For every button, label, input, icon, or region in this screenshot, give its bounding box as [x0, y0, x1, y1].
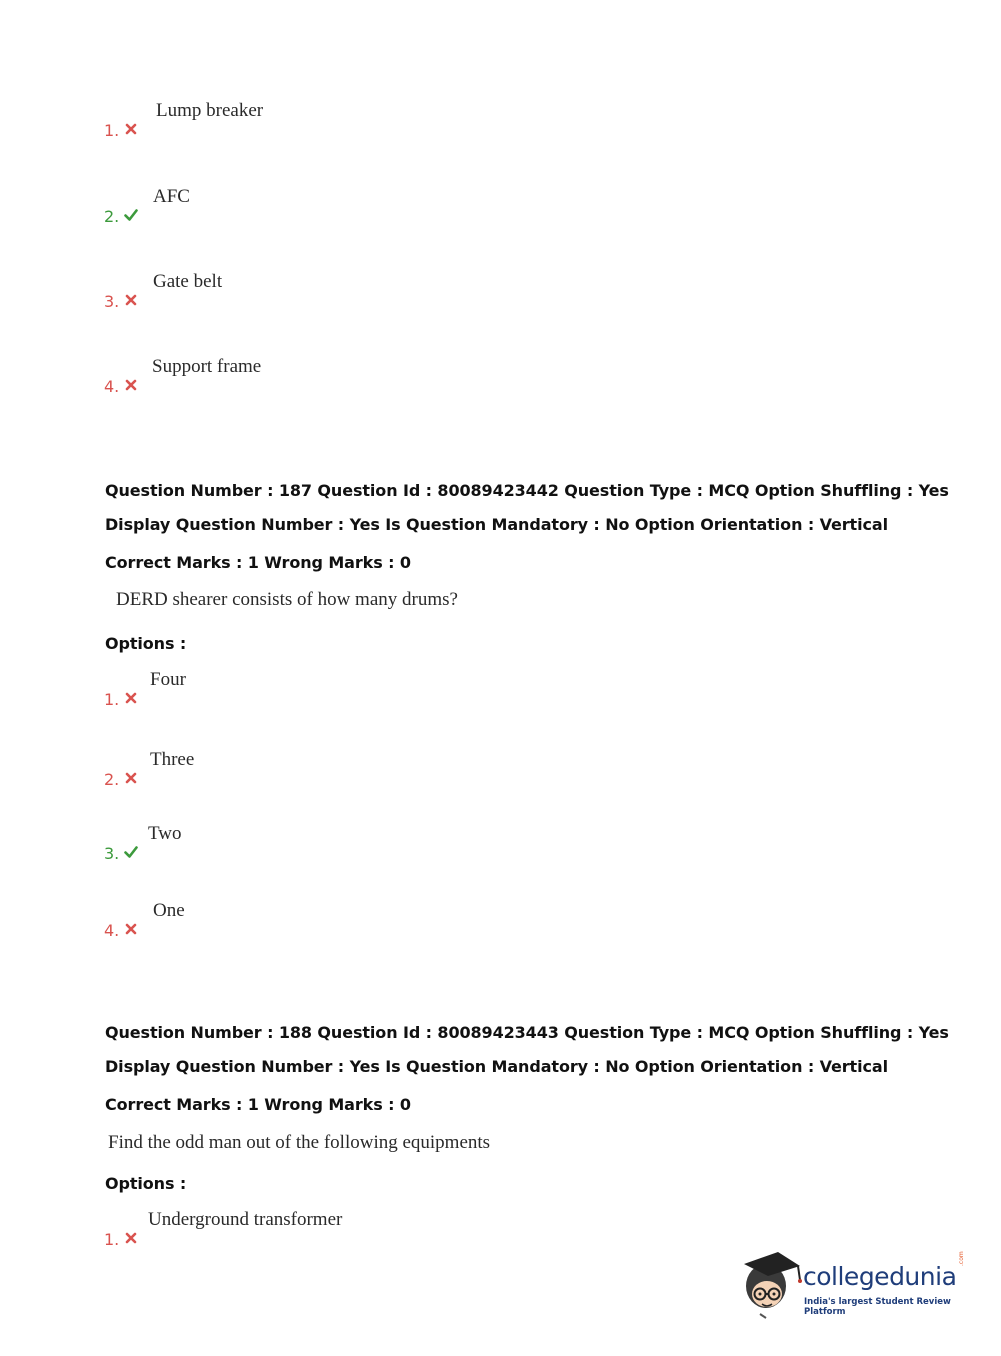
- option-number: 2.: [104, 770, 120, 789]
- question-meta-line: Display Question Number : Yes Is Question Mandatory : No Option Orientation : Vertical: [105, 515, 888, 534]
- logo-wordmark: collegedunia: [803, 1262, 957, 1291]
- correct-check-icon: [124, 845, 138, 859]
- option-number: 4.: [104, 377, 120, 396]
- option-text: Three: [150, 749, 195, 770]
- option-text: One: [153, 900, 185, 921]
- question-meta-line: Display Question Number : Yes Is Question Mandatory : No Option Orientation : Vertical: [105, 1057, 888, 1076]
- option-number: 1.: [104, 1230, 120, 1249]
- option-text: Underground transformer: [148, 1209, 343, 1230]
- question-meta-line: Question Number : 187 Question Id : 80089423442 Question Type : MCQ Option Shuffling : Yes: [105, 481, 949, 500]
- option-number: 2.: [104, 207, 120, 226]
- option-number: 4.: [104, 921, 120, 940]
- question-marks: Correct Marks : 1 Wrong Marks : 0: [105, 553, 411, 572]
- option-text: Four: [150, 669, 186, 690]
- wrong-cross-icon: [124, 922, 138, 936]
- question-text: Find the odd man out of the following equipments: [108, 1132, 491, 1153]
- question-marks: Correct Marks : 1 Wrong Marks : 0: [105, 1095, 411, 1114]
- collegedunia-logo: [742, 1248, 972, 1320]
- wrong-cross-icon: [124, 122, 138, 136]
- option-text: Lump breaker: [156, 100, 264, 121]
- correct-check-icon: [124, 208, 138, 222]
- option-text: Gate belt: [153, 271, 223, 292]
- question-meta-line: Question Number : 188 Question Id : 80089423443 Question Type : MCQ Option Shuffling : Yes: [105, 1023, 949, 1042]
- option-number: 1.: [104, 121, 120, 140]
- options-label: Options :: [105, 634, 187, 653]
- options-label: Options :: [105, 1174, 187, 1193]
- wrong-cross-icon: [124, 1231, 138, 1245]
- option-text: AFC: [153, 186, 190, 207]
- option-number: 3.: [104, 292, 120, 311]
- logo-tagline: India's largest Student Review Platform: [804, 1297, 951, 1317]
- wrong-cross-icon: [124, 293, 138, 307]
- option-text: Support frame: [152, 356, 262, 377]
- option-text: Two: [148, 823, 182, 844]
- wrong-cross-icon: [124, 691, 138, 705]
- wrong-cross-icon: [124, 771, 138, 785]
- option-number: 3.: [104, 844, 120, 863]
- option-number: 1.: [104, 690, 120, 709]
- mascot-icon: [742, 1248, 802, 1320]
- question-text: DERD shearer consists of how many drums?: [116, 589, 458, 610]
- wrong-cross-icon: [124, 378, 138, 392]
- logo-dotcom: .com: [958, 1251, 965, 1266]
